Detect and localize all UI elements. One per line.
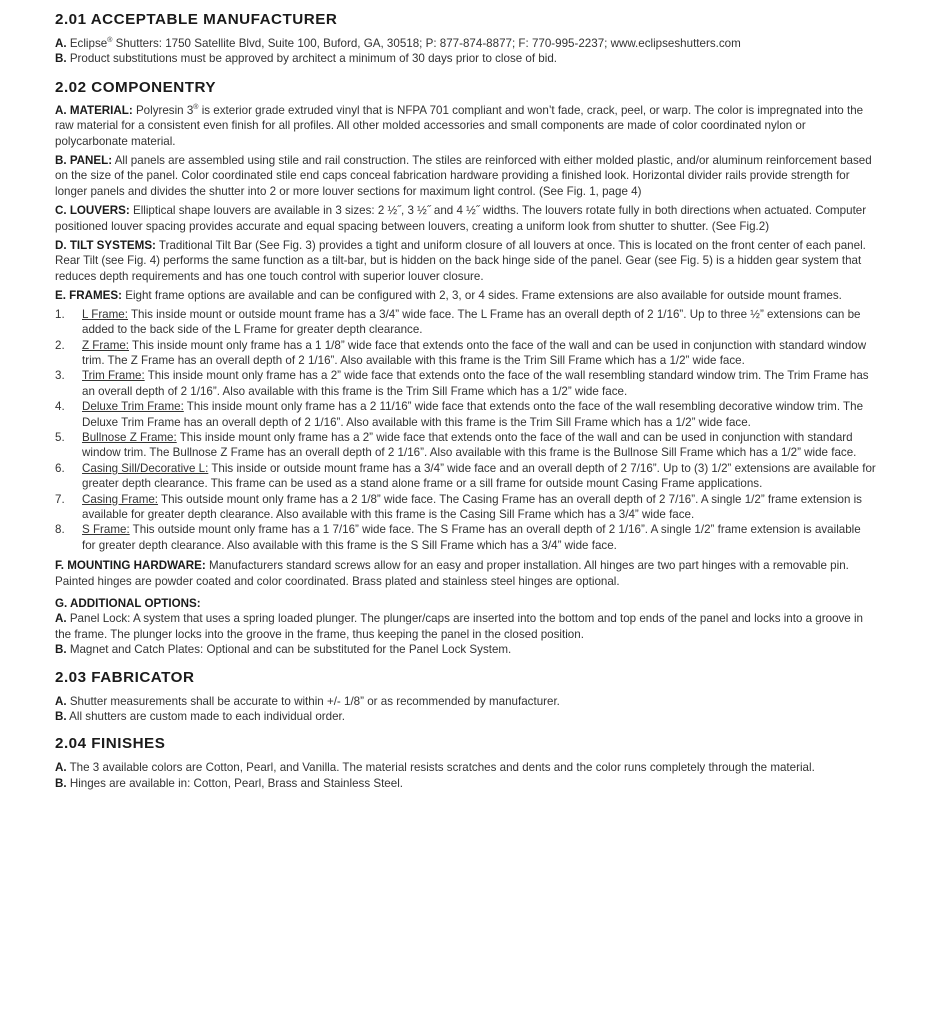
manufacturer-paragraph: A. Eclipse® Shutters: 1750 Satellite Blvd, Suite 100, Buford, GA, 30518; P: 877-874-8877; F: 770-995-2237; www.eclipseshutters.com	[55, 37, 741, 50]
list-item: 5. Bullnose Z Frame: This inside mount only frame has a 2” wide face that extends onto the face of the wall and can be used in conjunction with standard window trim. The Bullnose Z Frame has an overall depth of 2 1/16”. Also available with this frame is the Bullnose Sill Frame which has a 1/2” wide face.	[55, 430, 857, 460]
tilt-systems-paragraph: D. TILT SYSTEMS: Traditional Tilt Bar (See Fig. 3) provides a tight and uniform closure of all louvers at once. This is located on the front center of each panel. Rear Tilt (see Fig. 4) performs the same function as a tilt-bar, but is hidden on the back hinge side of the panel. Gear (see Fig. 5) is a hidden gear system that reduces depth requirements and has one touch control with superior louver closure.	[55, 239, 866, 283]
list-item: 8. S Frame: This outside mount only frame has a 1 7/16” wide face. The S Frame has an overall depth of 2 1/16”. A single 1/2” frame extension is available for greater depth clearance. Also available with this frame is the S Sill Frame which has a 3/4” wide face.	[55, 523, 861, 552]
louvers-paragraph: C. LOUVERS: Elliptical shape louvers are available in 3 sizes: 2 ½˝, 3 ½˝ and 4 ½˝ widths. The louvers rotate fully in both directions when actuated. Computer positioned louver spacing provides accurate and equal spacing between louvers, creating a uniform look from shutter to shutter. (See Fig.2)	[55, 204, 867, 233]
list-item: 1. L Frame: This inside mount or outside mount frame has a 3/4” wide face. The L Frame has an overall depth of 2 1/16”. Up to three ½” extensions can be added to the back side of the L Frame for greater depth clearance.	[55, 307, 861, 337]
section-heading: 2.04 FINISHES	[55, 735, 166, 753]
list-item: 3. Trim Frame: This inside mount only frame has a 2” wide face that extends onto the face of the wall resembling standard window trim. The Trim Frame has an overall depth of 2 1/16”. Also available with this frame is the Trim Sill Frame which has a 1/2” wide face.	[55, 369, 869, 398]
frames-paragraph: E. FRAMES: Eight frame options are available and can be configured with 2, 3, or 4 sides. Frame extensions are also available for outside mount frames.	[55, 289, 842, 303]
frame-list	[55, 307, 877, 554]
material-paragraph: A. MATERIAL: Polyresin 3® is exterior grade extruded vinyl that is NFPA 701 compliant and won’t fade, crack, peel, or warp. The color is impregnated into the raw material for a consistent even finish for all profiles. All other molded accessories and small components are made of color coordinated nylon or polycarbonate material.	[55, 103, 864, 148]
section-2-02	[55, 78, 877, 658]
colors-paragraph: A. The 3 available colors are Cotton, Pearl, and Vanilla. The material resists scratches and dents and the color runs completely through the material.	[55, 761, 815, 775]
section-2-01	[55, 10, 877, 67]
section-2-03	[55, 668, 877, 725]
hinges-paragraph: B. Hinges are available in: Cotton, Pearl, Brass and Stainless Steel.	[55, 776, 403, 790]
magnet-paragraph: B. Magnet and Catch Plates: Optional and can be substituted for the Panel Lock System.	[55, 643, 512, 657]
custom-order-paragraph: B. All shutters are custom made to each individual order.	[55, 710, 345, 724]
spec-document	[55, 10, 877, 791]
mounting-hardware-paragraph: F. MOUNTING HARDWARE: Manufacturers standard screws allow for an easy and proper installation. All hinges are two part hinges with a removable pin. Painted hinges are powder coated and color coordinated. Brass plated and stainless steel hinges are optional.	[55, 559, 849, 588]
list-item: 6. Casing Sill/Decorative L: This inside or outside mount frame has a 3/4” wide face and an overall depth of 2 7/16”. Up to (3) 1/2” extensions are available for greater depth clearance. This frame can be used as a stand alone frame or a sill frame for outside mount Casing Frame applications.	[55, 461, 876, 491]
section-2-04	[55, 734, 877, 791]
panel-lock-paragraph: A. Panel Lock: A system that uses a spring loaded plunger. The plunger/caps are inserted into the bottom and top ends of the panel and locks into a groove in the frame. The plunger locks into the groove in the frame, thus keeping the panel in the closed position.	[55, 612, 864, 641]
substitution-paragraph: B. Product substitutions must be approved by architect a minimum of 30 days prior to close of bid.	[55, 52, 557, 66]
section-heading: 2.03 FABRICATOR	[55, 668, 195, 686]
list-item: 2. Z Frame: This inside mount only frame has a 1 1/8” wide face that extends onto the face of the wall and can be used in conjunction with standard window trim. The Z Frame has an overall depth of 2 1/16”. Also available with this frame is the Trim Sill Frame which has a 1/2” wide face.	[55, 338, 867, 367]
measurement-paragraph: A. Shutter measurements shall be accurate to within +/- 1/8” or as recommended by manufacturer.	[55, 694, 560, 708]
section-heading: 2.01 ACCEPTABLE MANUFACTURER	[55, 11, 338, 28]
list-item: 4. Deluxe Trim Frame: This inside mount only frame has a 2 11/16” wide face that extends onto the face of the wall resembling decorative window trim. The Deluxe Trim Frame has an overall depth of 2 1/16”. Also available with this frame is the Trim Sill Frame which has a 1/2” wide face.	[55, 400, 864, 429]
list-item: 7. Casing Frame: This outside mount only frame has a 2 1/8” wide face. The Casing Frame has an overall depth of 2 7/16”. A single 1/2” frame extension is available for greater depth clearance. Also available with this frame is the Casing Sill Frame which has a 3/4” wide face.	[55, 492, 862, 521]
section-heading: 2.02 COMPONENTRY	[55, 78, 217, 96]
panel-paragraph: B. PANEL: All panels are assembled using stile and rail construction. The stiles are reinforced with either molded plastic, and/or aluminum reinforcement based on the size of the panel. Color coordinated stile end caps conceal fabrication hardware providing a finished look. Horizontal divider rails provide strength for longer panels and divides the shutter into 2 or more louver sections for maximum light control. (See Fig. 1, page 4)	[55, 154, 872, 198]
additional-options-heading: G. ADDITIONAL OPTIONS:	[55, 597, 201, 610]
